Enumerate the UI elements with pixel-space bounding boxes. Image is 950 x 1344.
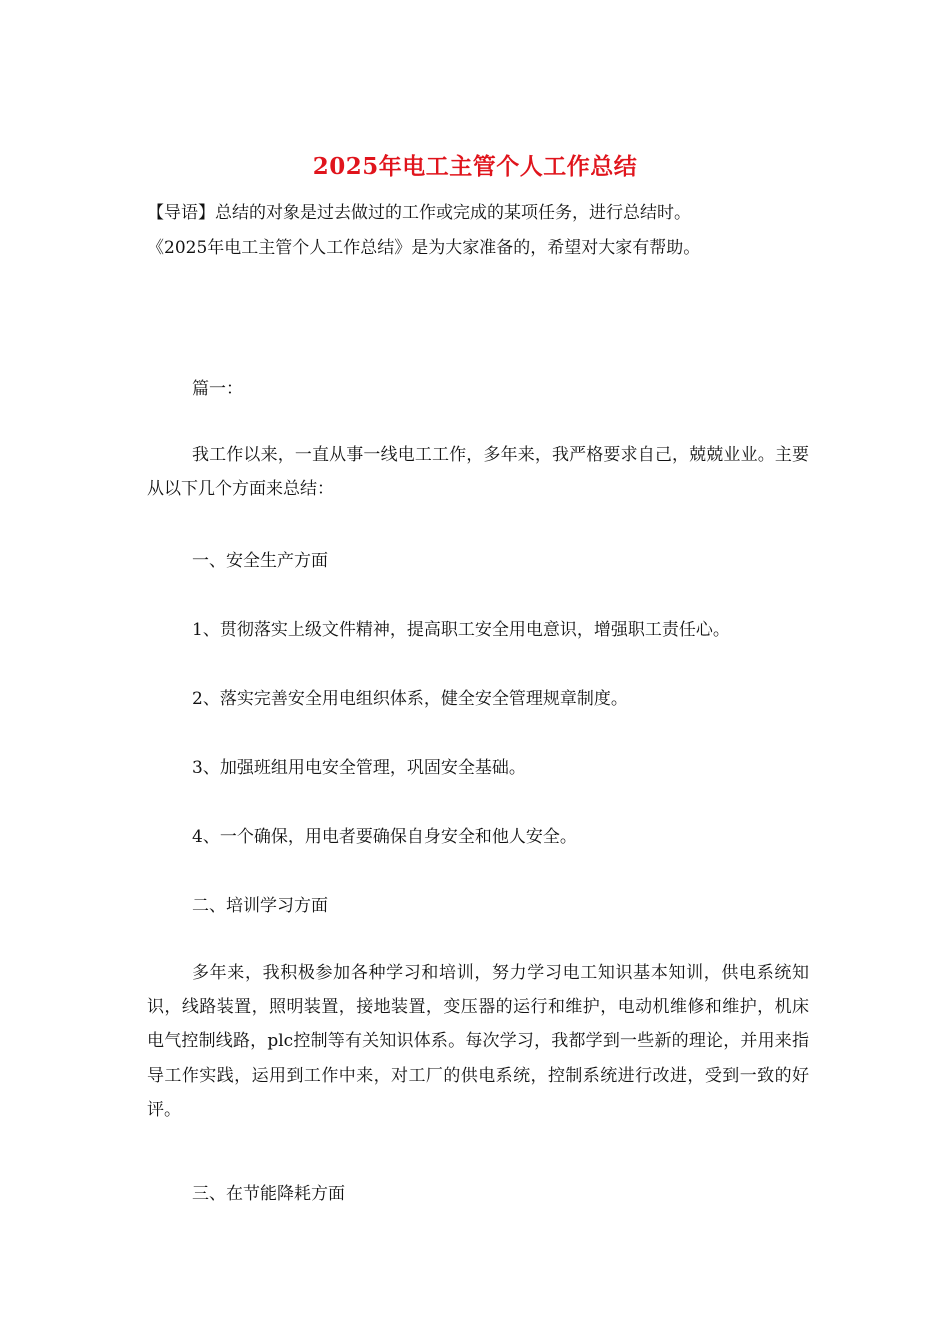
- heading-energy: 三、在节能降耗方面: [192, 1184, 345, 1204]
- list-item-4: 4、一个确保，用电者要确保自身安全和他人安全。: [192, 827, 577, 847]
- paragraph-intro: 我工作以来，一直从事一线电工工作，多年来，我严格要求自己，兢兢业业。主要从以下几个方面来总结：: [147, 445, 809, 500]
- list-item-1: 1、贯彻落实上级文件精神，提高职工安全用电意识，增强职工责任心。: [192, 620, 730, 640]
- paragraph-training: 多年来，我积极参加各种学习和培训，努力学习电工知识基本知训，供电系统知识，线路装置，照明装置，接地装置，变压器的运行和维护，电动机维修和维护，机床电气控制线路，plc控制等有关知识体系。每次学习，我都学到一些新的理论，并用来指导工作实践，运用到工作中来，对工厂的供电系统，控制系统进行改进，受到一致的好评。: [147, 963, 809, 1120]
- section-label: 篇一：: [192, 379, 243, 399]
- heading-safety: 一、安全生产方面: [192, 551, 328, 571]
- list-item-3: 3、加强班组用电安全管理，巩固安全基础。: [192, 758, 526, 778]
- heading-training: 二、培训学习方面: [192, 896, 328, 916]
- list-item-2: 2、落实完善安全用电组织体系，健全安全管理规章制度。: [192, 689, 628, 709]
- document-title: 2025年电工主管个人工作总结: [312, 153, 638, 180]
- intro-line-2: 《2025年电工主管个人工作总结》是为大家准备的，希望对大家有帮助。: [147, 238, 701, 258]
- intro-line-1: 【导语】总结的对象是过去做过的工作或完成的某项任务，进行总结时。: [147, 203, 691, 223]
